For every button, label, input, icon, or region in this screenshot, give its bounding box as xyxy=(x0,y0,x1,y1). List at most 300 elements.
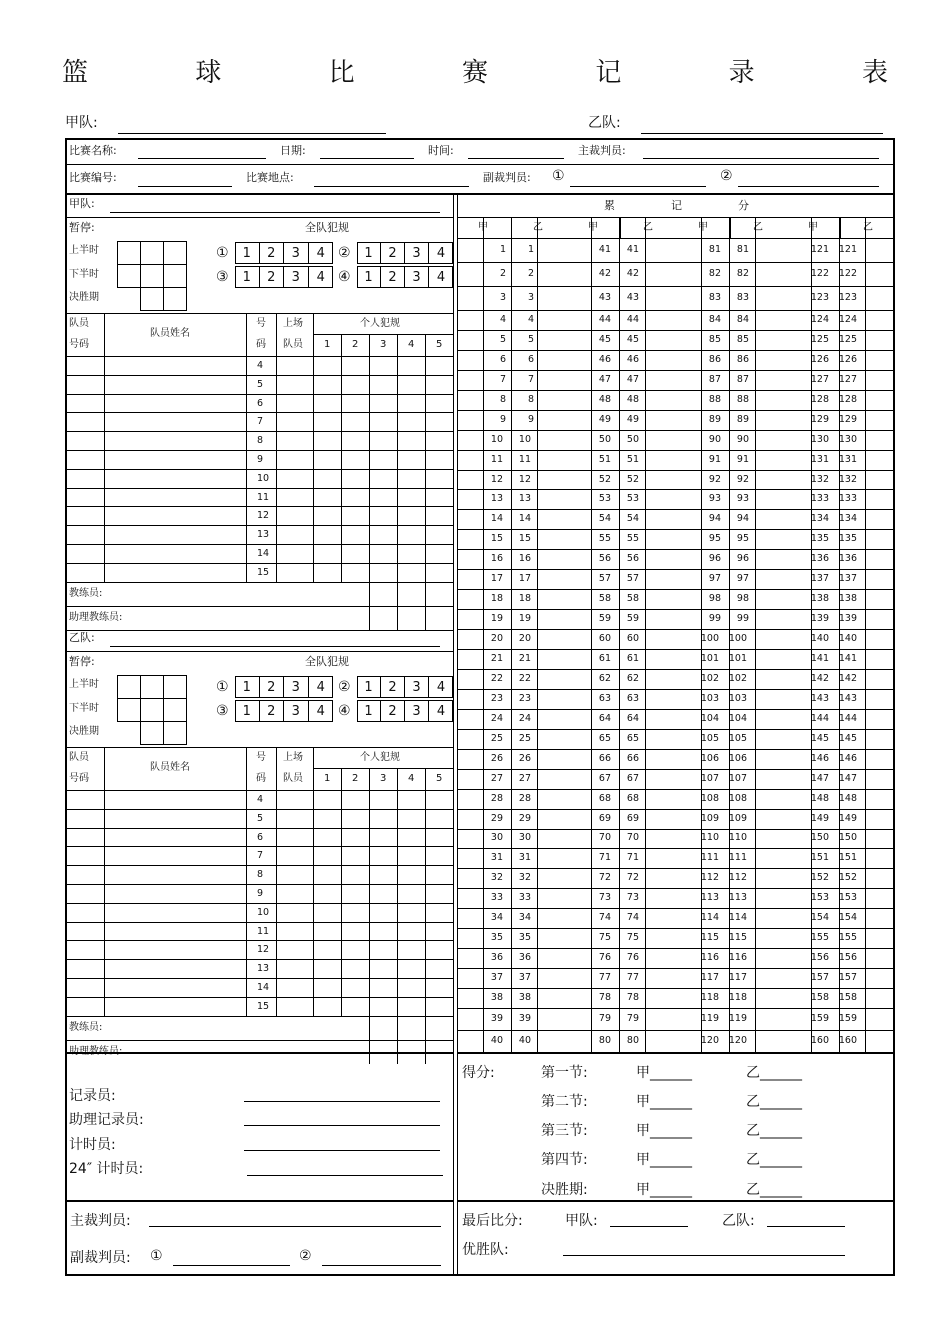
score-a-number: 109 xyxy=(700,812,719,824)
player-name-cell[interactable] xyxy=(104,525,246,544)
venue-line[interactable] xyxy=(314,186,469,187)
row-rule xyxy=(457,649,894,650)
score-b-number: 155 xyxy=(838,932,857,944)
timeout-box[interactable] xyxy=(117,675,141,699)
score-b-number: 10 xyxy=(518,433,531,445)
score-a-number: 76 xyxy=(598,952,611,964)
timeout-box[interactable] xyxy=(163,721,187,745)
score-a-number: 154 xyxy=(810,912,829,924)
score-a-number: 4 xyxy=(499,313,506,325)
col-rule xyxy=(755,217,756,1052)
row-rule xyxy=(457,769,894,770)
timeout-box[interactable] xyxy=(140,698,164,722)
score-a-number: 65 xyxy=(598,732,611,744)
timeout-label: 暂停: xyxy=(69,221,95,234)
score-b-number: 58 xyxy=(626,593,639,605)
score-b-number: 109 xyxy=(728,812,747,824)
running-header: 甲 xyxy=(478,222,488,233)
row-number: 10 xyxy=(257,472,270,484)
score-b-number: 151 xyxy=(838,852,857,864)
running-header: 乙 xyxy=(753,222,763,233)
score-b-number: 51 xyxy=(626,453,639,465)
score-b-number: 147 xyxy=(838,772,857,784)
team-foul-box[interactable]: 4 xyxy=(436,679,446,695)
title-char: 球 xyxy=(195,58,222,88)
team-foul-box[interactable]: 3 xyxy=(284,266,309,288)
info-divider xyxy=(66,164,894,165)
col-rule xyxy=(840,217,841,238)
team-foul-box[interactable]: 3 xyxy=(405,676,429,698)
score-b-number: 3 xyxy=(527,292,534,303)
asst-coach-label: 助理教练员: xyxy=(69,611,123,623)
score-b-number: 100 xyxy=(728,633,747,645)
col-rule xyxy=(730,217,731,238)
score-a-number: 104 xyxy=(700,712,719,724)
period-score-a: 甲______ xyxy=(636,1065,692,1081)
score-b-number: 153 xyxy=(838,892,857,904)
timeout-box[interactable] xyxy=(163,287,187,311)
score-b-number: 13 xyxy=(518,493,531,505)
period-score-b: 乙______ xyxy=(746,1182,802,1198)
score-b-number: 110 xyxy=(728,832,747,844)
row-rule xyxy=(457,789,894,790)
score-a-number: 17 xyxy=(490,573,503,585)
timeout-box[interactable] xyxy=(140,721,164,745)
winner-label: 优胜队: xyxy=(462,1242,509,1258)
team-foul-box[interactable]: 2 xyxy=(381,266,405,288)
score-b-number: 154 xyxy=(838,912,857,924)
score-b-number: 112 xyxy=(728,872,747,884)
team-foul-box[interactable]: 2 xyxy=(381,242,405,264)
player-name-cell[interactable] xyxy=(104,884,246,903)
player-name-cell[interactable] xyxy=(104,563,246,582)
score-a-number: 139 xyxy=(810,613,829,625)
score-a-number: 63 xyxy=(598,692,611,704)
score-b-number: 134 xyxy=(838,513,857,525)
score-a-number: 15 xyxy=(490,533,503,545)
score-a-number: 150 xyxy=(810,832,829,844)
scorer-line[interactable] xyxy=(244,1101,440,1102)
score-b-number: 71 xyxy=(626,852,639,864)
title-char: 篮 xyxy=(62,58,89,88)
score-a-number: 128 xyxy=(810,393,829,405)
col-rule xyxy=(369,1016,370,1064)
score-a-number: 113 xyxy=(700,892,719,904)
score-b-number: 19 xyxy=(518,613,531,625)
score-a-number: 140 xyxy=(810,633,829,645)
row-rule xyxy=(457,988,894,989)
date-line[interactable] xyxy=(320,158,414,159)
umpire-1-line[interactable] xyxy=(570,186,706,187)
score-b-number: 53 xyxy=(626,493,639,505)
player-name-cell[interactable] xyxy=(104,828,246,847)
team-foul-box[interactable]: 4 xyxy=(316,245,325,261)
score-a-number: 19 xyxy=(490,613,503,625)
second-half-label: 下半时 xyxy=(69,703,99,714)
score-b-number: 127 xyxy=(838,373,857,385)
time-line[interactable] xyxy=(468,158,564,159)
row-number: 14 xyxy=(257,982,270,993)
winner-line[interactable] xyxy=(563,1255,845,1256)
team-foul-box[interactable]: 3 xyxy=(284,242,309,264)
shot-clock-label: 24″ 计时员: xyxy=(69,1161,144,1177)
team-b-label: 乙队: xyxy=(588,115,621,131)
score-a-number: 141 xyxy=(810,653,829,664)
team-foul-box[interactable]: 3 xyxy=(284,676,309,698)
row-rule xyxy=(457,529,894,530)
team-foul-box[interactable]: 4 xyxy=(436,269,446,285)
team-foul-box[interactable]: 2 xyxy=(260,676,285,698)
score-a-number: 85 xyxy=(708,333,721,345)
period-circle: ② xyxy=(338,679,351,695)
score-b-number: 76 xyxy=(626,952,639,964)
score-a-number: 105 xyxy=(700,732,719,744)
player-name-cell[interactable] xyxy=(104,412,246,431)
score-a-number: 25 xyxy=(490,732,503,744)
timeout-box[interactable] xyxy=(163,264,187,288)
row-rule xyxy=(457,262,894,263)
asst-scorer-line[interactable] xyxy=(244,1125,440,1126)
section-rule xyxy=(457,1200,894,1202)
score-b-number: 146 xyxy=(838,752,857,764)
overtime-label: 决胜期 xyxy=(69,726,99,737)
match-no-line[interactable] xyxy=(138,186,232,187)
onfield-header: 队员 xyxy=(283,339,303,350)
score-a-number: 110 xyxy=(700,832,719,844)
score-a-number: 119 xyxy=(700,1013,719,1024)
row-number: 13 xyxy=(257,963,270,975)
row-rule xyxy=(457,669,894,670)
score-b-number: 91 xyxy=(736,453,749,465)
score-a-number: 8 xyxy=(499,393,506,405)
score-b-number: 101 xyxy=(728,653,747,664)
player-name-cell[interactable] xyxy=(104,469,246,488)
row-number: 11 xyxy=(257,491,270,503)
timeout-box[interactable] xyxy=(163,698,187,722)
timeout-box[interactable] xyxy=(117,241,141,265)
umpire-2-sign-line[interactable] xyxy=(322,1265,441,1266)
score-b-number: 36 xyxy=(518,952,531,964)
player-name-cell[interactable] xyxy=(104,394,246,413)
score-b-number: 149 xyxy=(838,812,857,824)
score-a-number: 99 xyxy=(708,613,721,625)
team-foul-box[interactable]: 2 xyxy=(260,266,285,288)
section-rule xyxy=(66,1052,453,1054)
team-b-section-label: 乙队: xyxy=(69,631,95,644)
score-b-number: 118 xyxy=(728,992,747,1004)
score-a-number: 98 xyxy=(708,593,721,605)
col-rule xyxy=(104,747,105,1016)
timeout-box[interactable] xyxy=(140,264,164,288)
team-foul-box[interactable]: 3 xyxy=(284,700,309,722)
row-rule xyxy=(66,313,453,314)
score-b-number: 2 xyxy=(527,268,534,279)
score-b-number: 60 xyxy=(626,633,639,645)
running-header: 甲 xyxy=(698,222,708,233)
team-foul-box[interactable]: 4 xyxy=(316,703,325,719)
asst-scorer-label: 助理记录员: xyxy=(69,1112,144,1128)
team-foul-box[interactable]: 4 xyxy=(436,245,446,261)
timeout-box[interactable] xyxy=(163,241,187,265)
number-header: 号 xyxy=(256,752,266,763)
score-a-number: 56 xyxy=(598,553,611,565)
team-b-name-line[interactable] xyxy=(110,646,440,647)
score-a-number: 120 xyxy=(700,1035,719,1046)
running-score-title: 分 xyxy=(738,199,749,212)
player-name-cell[interactable] xyxy=(104,959,246,978)
score-b-number: 156 xyxy=(838,952,857,964)
player-name-cell[interactable] xyxy=(104,356,246,375)
score-a-number: 121 xyxy=(810,244,829,255)
shot-clock-line[interactable] xyxy=(247,1175,443,1176)
score-a-number: 138 xyxy=(810,593,829,605)
score-a-number: 91 xyxy=(708,453,721,465)
player-name-cell[interactable] xyxy=(104,922,246,941)
score-a-number: 83 xyxy=(708,292,721,303)
score-a-number: 53 xyxy=(598,493,611,505)
score-a-number: 14 xyxy=(490,513,503,525)
player-name-cell[interactable] xyxy=(104,375,246,394)
col-rule xyxy=(104,313,105,582)
player-name-cell[interactable] xyxy=(104,940,246,959)
col-rule xyxy=(341,334,342,582)
score-b-number: 111 xyxy=(728,852,747,864)
team-foul-box[interactable]: 3 xyxy=(405,700,429,722)
score-a-number: 133 xyxy=(810,493,829,505)
period-score-a: 甲______ xyxy=(636,1123,692,1139)
row-rule xyxy=(457,330,894,331)
col-rule xyxy=(246,313,247,582)
col-rule xyxy=(701,217,702,1052)
score-b-number: 64 xyxy=(626,712,639,724)
team-foul-box[interactable]: 1 xyxy=(235,266,260,288)
score-a-number: 12 xyxy=(490,473,503,485)
timeout-box[interactable] xyxy=(163,675,187,699)
onfield-header: 上场 xyxy=(283,752,303,763)
row-number: 14 xyxy=(257,548,270,559)
score-a-number: 6 xyxy=(499,353,506,365)
team-foul-box[interactable]: 1 xyxy=(235,242,260,264)
team-foul-box[interactable]: 2 xyxy=(381,700,405,722)
score-b-number: 54 xyxy=(626,513,639,525)
time-label: 时间: xyxy=(428,144,454,157)
player-name-cell[interactable] xyxy=(104,997,246,1016)
player-name-cell[interactable] xyxy=(104,790,246,809)
score-b-number: 124 xyxy=(838,313,857,325)
score-a-number: 155 xyxy=(810,932,829,944)
coach-label: 教练员: xyxy=(69,1021,103,1033)
score-b-number: 87 xyxy=(736,373,749,385)
score-b-number: 66 xyxy=(626,752,639,764)
timeout-box[interactable] xyxy=(140,287,164,311)
player-name-cell[interactable] xyxy=(104,544,246,563)
score-a-number: 112 xyxy=(700,872,719,884)
col-rule xyxy=(511,217,512,1052)
score-b-number: 1 xyxy=(527,244,534,255)
row-rule xyxy=(457,888,894,889)
score-a-number: 58 xyxy=(598,593,611,605)
timeout-box[interactable] xyxy=(140,675,164,699)
score-b-number: 139 xyxy=(838,613,857,625)
overtime-label: 决胜期 xyxy=(69,292,99,303)
second-half-label: 下半时 xyxy=(69,269,99,280)
team-foul-box[interactable]: 3 xyxy=(405,266,429,288)
score-a-number: 2 xyxy=(499,268,506,279)
row-number: 5 xyxy=(257,378,264,390)
score-a-number: 61 xyxy=(598,653,611,664)
chief-referee-line[interactable] xyxy=(643,158,879,159)
row-number: 6 xyxy=(257,831,264,843)
score-a-number: 74 xyxy=(598,912,611,924)
score-a-number: 78 xyxy=(598,992,611,1004)
score-a-number: 111 xyxy=(700,852,719,864)
col-rule xyxy=(511,217,512,238)
team-foul-box[interactable]: 1 xyxy=(357,700,381,722)
score-b-number: 45 xyxy=(626,333,639,345)
section-rule xyxy=(457,1052,894,1054)
final-score-a-line[interactable] xyxy=(610,1226,688,1227)
score-a-number: 142 xyxy=(810,672,829,684)
row-number: 6 xyxy=(257,397,264,409)
coach-label: 教练员: xyxy=(69,587,103,599)
row-rule xyxy=(66,1040,453,1041)
timeout-box[interactable] xyxy=(117,698,141,722)
team-foul-box[interactable]: 1 xyxy=(357,242,381,264)
player-name-cell[interactable] xyxy=(104,450,246,469)
chief-referee-sign-line[interactable] xyxy=(149,1226,441,1227)
player-no-header: 号码 xyxy=(69,339,89,350)
row-rule xyxy=(457,968,894,969)
title-char: 表 xyxy=(861,58,888,88)
score-b-number: 130 xyxy=(838,433,857,445)
row-rule xyxy=(457,310,894,311)
title-char: 比 xyxy=(328,58,355,88)
score-b-number: 82 xyxy=(736,268,749,279)
score-a-number: 137 xyxy=(810,573,829,585)
team-a-label: 甲队: xyxy=(65,115,98,131)
team-foul-box[interactable]: 4 xyxy=(436,703,446,719)
score-b-number: 48 xyxy=(626,393,639,405)
col-rule xyxy=(397,582,398,630)
score-b-number: 67 xyxy=(626,772,639,784)
score-b-number: 6 xyxy=(527,353,534,365)
team-foul-box[interactable]: 2 xyxy=(260,700,285,722)
team-foul-box[interactable]: 1 xyxy=(235,676,260,698)
score-b-number: 33 xyxy=(518,892,531,904)
timer-line[interactable] xyxy=(244,1150,440,1151)
row-rule xyxy=(457,430,894,431)
team-foul-box[interactable]: 2 xyxy=(381,676,405,698)
team-foul-box[interactable]: 2 xyxy=(260,242,285,264)
score-a-number: 106 xyxy=(700,752,719,764)
score-b-number: 128 xyxy=(838,393,857,405)
score-a-number: 135 xyxy=(810,533,829,545)
score-a-number: 51 xyxy=(598,453,611,465)
score-a-number: 152 xyxy=(810,872,829,884)
team-foul-box[interactable]: 1 xyxy=(357,676,381,698)
running-score-title: 累 xyxy=(604,199,615,212)
final-score-b-label: 乙队: xyxy=(722,1213,755,1229)
team-foul-box[interactable]: 4 xyxy=(316,679,325,695)
player-name-cell[interactable] xyxy=(104,506,246,525)
score-a-number: 18 xyxy=(490,593,503,605)
score-a-number: 116 xyxy=(700,952,719,964)
onfield-header: 上场 xyxy=(283,318,303,329)
player-name-cell[interactable] xyxy=(104,978,246,997)
team-foul-box[interactable]: 1 xyxy=(235,700,260,722)
score-a-number: 70 xyxy=(598,832,611,844)
score-b-number: 140 xyxy=(838,633,857,645)
score-b-number: 157 xyxy=(838,972,857,984)
number-header: 码 xyxy=(256,773,266,784)
score-a-number: 42 xyxy=(598,268,611,279)
running-header: 甲 xyxy=(588,222,598,233)
score-b-number: 27 xyxy=(518,772,531,784)
info-bottom-rule xyxy=(66,193,894,195)
score-b-number: 86 xyxy=(736,353,749,365)
score-b-number: 120 xyxy=(728,1035,747,1046)
row-number: 9 xyxy=(257,888,264,899)
score-b-number: 80 xyxy=(626,1035,639,1046)
score-b-number: 15 xyxy=(518,533,531,545)
team-foul-box[interactable]: 3 xyxy=(405,242,429,264)
score-a-number: 87 xyxy=(708,373,721,385)
score-a-number: 41 xyxy=(598,244,611,255)
score-b-number: 25 xyxy=(518,732,531,744)
venue-label: 比赛地点: xyxy=(246,171,294,184)
score-b-number: 123 xyxy=(838,292,857,303)
score-b-number: 83 xyxy=(736,292,749,303)
score-b-number: 116 xyxy=(728,952,747,964)
score-b-number: 34 xyxy=(518,912,531,924)
score-a-number: 118 xyxy=(700,992,719,1004)
timeout-box[interactable] xyxy=(117,264,141,288)
score-a-number: 114 xyxy=(700,912,719,924)
score-b-number: 93 xyxy=(736,493,749,505)
player-name-cell[interactable] xyxy=(104,846,246,865)
player-name-cell[interactable] xyxy=(104,809,246,828)
score-a-number: 29 xyxy=(490,812,503,824)
umpire-2-line[interactable] xyxy=(738,186,879,187)
score-b-number: 77 xyxy=(626,972,639,984)
score-b-number: 8 xyxy=(527,393,534,405)
team-foul-box[interactable]: 4 xyxy=(316,269,325,285)
team-foul-box[interactable]: 1 xyxy=(357,266,381,288)
player-name-cell[interactable] xyxy=(104,865,246,884)
score-b-number: 4 xyxy=(527,313,534,325)
col-rule xyxy=(425,768,426,1016)
score-a-number: 5 xyxy=(499,333,506,345)
score-a-number: 39 xyxy=(490,1013,503,1024)
player-name-cell[interactable] xyxy=(104,903,246,922)
score-a-number: 55 xyxy=(598,533,611,545)
score-a-number: 52 xyxy=(598,473,611,485)
player-name-cell[interactable] xyxy=(104,488,246,507)
final-score-b-line[interactable] xyxy=(767,1226,845,1227)
col-rule xyxy=(620,217,621,238)
row-number: 15 xyxy=(257,1000,270,1012)
timeout-box[interactable] xyxy=(140,241,164,265)
player-name-cell[interactable] xyxy=(104,431,246,450)
score-b-number: 142 xyxy=(838,672,857,684)
match-name-line[interactable] xyxy=(138,158,266,159)
score-b-number: 11 xyxy=(518,453,531,465)
foul-col-number: 3 xyxy=(380,773,387,784)
row-rule xyxy=(66,747,453,748)
team-a-name-line[interactable] xyxy=(110,212,440,213)
umpire-1-sign-line[interactable] xyxy=(173,1265,290,1266)
score-a-number: 62 xyxy=(598,672,611,684)
